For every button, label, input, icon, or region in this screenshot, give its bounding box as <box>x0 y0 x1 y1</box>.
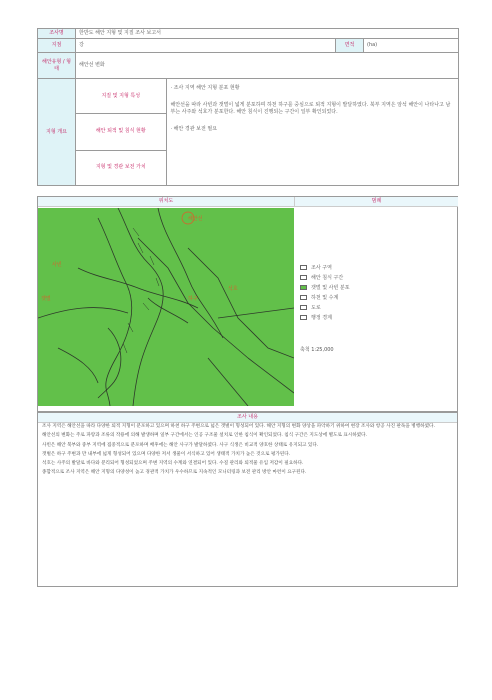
legend-item <box>300 292 450 302</box>
description-paragraph-3: 사빈은 해안 북부와 중부 지역에 집중적으로 분포하며 배후에는 해안 사구가 발달하였다. 사구 식생은 비교적 양호한 상태로 유지되고 있다. <box>42 442 319 448</box>
title-label: 조사명 <box>38 29 76 39</box>
legend-swatch-3 <box>300 285 307 290</box>
type-label: 해안유형 / 형태 <box>38 53 76 79</box>
map-label-3: 갯벌 <box>41 296 51 302</box>
description-paragraph-5: 석호는 사주의 발달로 바다와 분리되어 형성되었으며 주변 지역의 수계와 연결되어 있다. 수질 관리와 퇴적물 유입 저감이 필요하다. <box>42 461 304 467</box>
legend-item <box>300 282 450 292</box>
survey-form-table <box>37 28 459 186</box>
description-header: 조사 내용 <box>38 413 457 423</box>
coastline-1 <box>118 208 163 406</box>
legend-swatch-1 <box>300 265 307 270</box>
map-scale: 축척 1:25,000 <box>300 347 334 353</box>
road-1 <box>78 268 198 308</box>
answer-2: 해안선을 따라 사빈과 갯벌이 넓게 분포하며 하천 하구를 중심으로 퇴적 지형이 발달하였다. 북부 지역은 암석 해안이 나타나고 남부는 사주와 석호가 분포한다. 해안 침식이 진행되는 구간이 일부 확인되었다. <box>170 102 451 115</box>
legend-item <box>300 312 450 322</box>
description-paragraph-4: 갯벌은 하구 주변과 만 내부에 넓게 형성되어 있으며 다양한 저서 생물이 서식하고 있어 생태적 가치가 높은 것으로 평가된다. <box>42 451 291 457</box>
map-legend <box>300 262 450 322</box>
hatching <box>123 228 159 353</box>
legend-item <box>300 302 450 312</box>
legend-item <box>300 262 450 272</box>
boundary-4 <box>248 358 294 393</box>
description-paragraph-2: 해안선의 변화는 주로 파랑과 조류의 작용에 의해 발생하며 일부 구간에서는 인공 구조물 설치로 인한 침식이 확인되었다. 침식 구간은 지도상에 별도로 표시하였다. <box>42 433 368 439</box>
site-label: 지점 <box>38 39 76 53</box>
legend-label-5: 도로 <box>311 304 321 311</box>
area-label: 면적 <box>336 39 364 53</box>
road-2 <box>38 308 128 318</box>
area-value: (ha) <box>364 39 459 53</box>
description-paragraph-6: 종합적으로 조사 지역은 해안 지형의 다양성이 높고 경관적 가치가 우수하므로 지속적인 모니터링과 보전 관리 방안 마련이 요구된다. <box>42 470 307 476</box>
question-1: 지질 및 지형 특성 <box>76 79 166 114</box>
legend-swatch-2 <box>300 275 307 280</box>
legend-label-6: 행정 경계 <box>311 314 332 321</box>
description-paragraph-1: 조사 지역은 해안선을 따라 다양한 퇴적 지형이 분포하고 있으며 하천 하구 주변으로 넓은 갯벌이 형성되어 있다. 해안 지형의 변화 양상을 파악하기 위하여 현장 조사와 항공 사진 판독을 병행하였다. <box>42 424 435 429</box>
legend-label-3: 갯벌 및 사빈 분포 <box>311 284 350 291</box>
feature-subtable <box>76 79 458 185</box>
legend-swatch-5 <box>300 305 307 310</box>
boundary-2 <box>218 308 294 318</box>
inlet-3 <box>58 348 98 383</box>
legend-swatch-6 <box>300 315 307 320</box>
legend-swatch-4 <box>300 295 307 300</box>
map-drawing <box>38 208 294 406</box>
answer-3: · 해안 경관 보전 필요 <box>170 126 218 132</box>
type-value: 해안선 변화 <box>76 53 459 79</box>
inlet-1 <box>98 328 121 398</box>
answer-1: · 조사 지역 해안 지형 분포 현황 <box>170 85 240 91</box>
title-value: 한반도 해안 지형 및 지질 조사 보고서 <box>76 29 459 39</box>
map-label-4: 하구 <box>188 296 198 302</box>
boundary-1 <box>188 248 294 358</box>
legend-label-1: 조사 구역 <box>311 264 332 271</box>
feature-cell <box>76 79 459 186</box>
coastline-2 <box>98 218 132 406</box>
question-2: 해안 퇴적 및 침식 현황 <box>76 114 166 151</box>
question-3: 지형 및 경관 보전 가치 <box>76 150 166 185</box>
description-body <box>42 423 454 479</box>
map-header: 위치도 <box>38 197 294 207</box>
map-label-1: 해안선 <box>188 216 203 222</box>
legend-header: 범례 <box>294 197 458 207</box>
feature-label: 지형 개요 <box>38 79 76 186</box>
location-map <box>38 208 294 406</box>
feature-answers <box>166 79 458 185</box>
legend-item <box>300 272 450 282</box>
site-value: 강 <box>76 39 336 53</box>
legend-label-2: 해안 침식 구간 <box>311 274 344 281</box>
map-label-2: 사빈 <box>52 262 62 268</box>
map-label-5: 석호 <box>228 286 238 292</box>
legend-label-4: 하천 및 수계 <box>311 294 339 301</box>
boundary-3 <box>208 358 248 406</box>
